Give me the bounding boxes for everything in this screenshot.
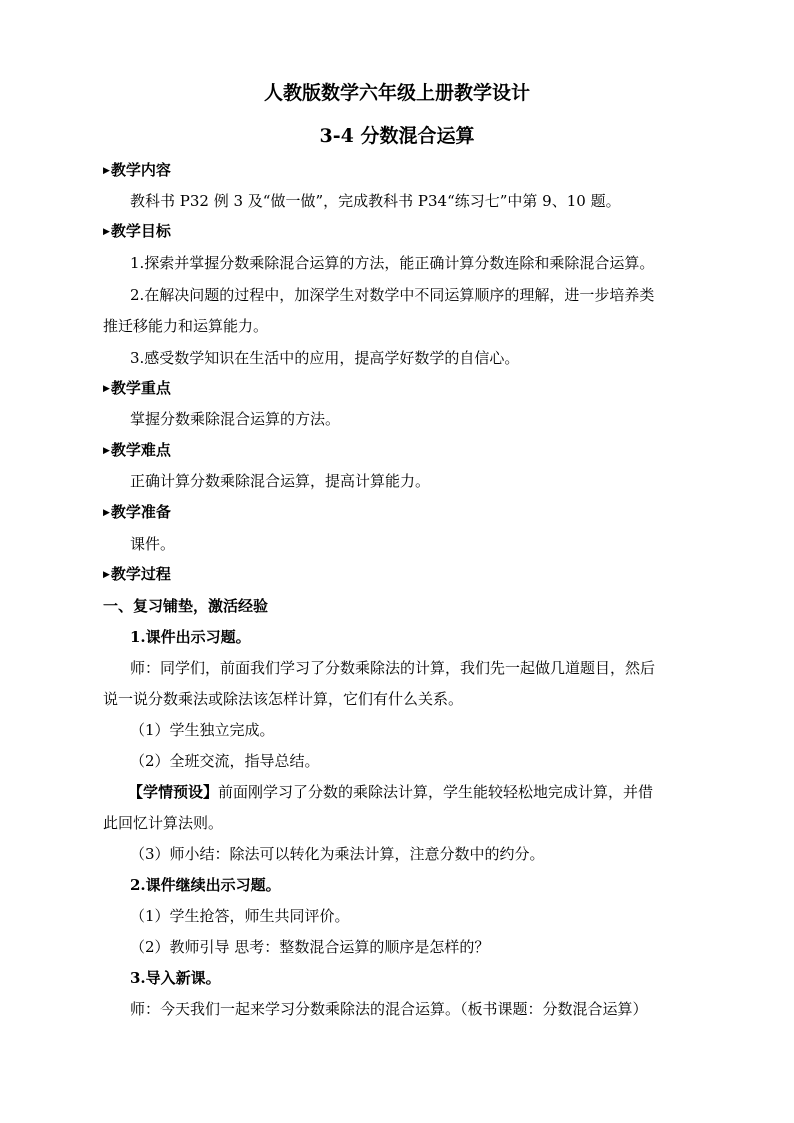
goal-3: 3.感受数学知识在生活中的应用，提高学好数学的自信心。 (130, 349, 520, 367)
section-heading-process (103, 564, 703, 585)
difficulty-text: 正确计算分数乘除混合运算，提高计算能力。 (130, 472, 431, 490)
heading-label: 教学重点 (110, 379, 171, 397)
document-title: 人教版数学六年级上册教学设计 (263, 82, 530, 104)
heading-label: 教学内容 (110, 161, 171, 179)
sub-item-1-3: （3）师小结：除法可以转化为乘法计算，注意分数中的约分。 (130, 845, 545, 863)
heading-label: 教学目标 (110, 222, 171, 240)
triangle-bullet-icon: ▶ (103, 570, 110, 580)
lesson-title: 3-4 分数混合运算 (319, 125, 475, 147)
teacher-line-3: 师：今天我们一起来学习分数乘除法的混合运算。（板书课题：分数混合运算） (130, 1000, 648, 1018)
heading-label: 教学过程 (110, 565, 171, 583)
preset-line-2: 此回忆计算法则。 (103, 814, 224, 832)
preset-text: 前面刚学习了分数的乘除法计算，学生能较轻松地完成计算，并借 (218, 783, 654, 801)
preset-line-1 (128, 782, 698, 802)
content-text: 教科书 P32 例 3 及“做一做”，完成教科书 P34“练习七”中第 9、10 题。 (130, 192, 621, 210)
heading-label: 教学准备 (110, 503, 171, 521)
sub-item-1-1: （1）学生独立完成。 (130, 721, 275, 739)
step-1: 1.课件出示习题。 (130, 628, 251, 646)
sub-item-1-2: （2）全班交流，指导总结。 (130, 752, 320, 770)
section-heading-key (103, 378, 703, 399)
preset-label: 【学情预设】 (128, 783, 219, 801)
teacher-line-2: 说一说分数乘法或除法该怎样计算，它们有什么关系。 (103, 690, 464, 708)
step-3: 3.导入新课。 (130, 969, 221, 987)
sub-item-2-2: （2）教师引导 思考：整数混合运算的顺序是怎样的？ (130, 938, 490, 956)
triangle-bullet-icon: ▶ (103, 446, 110, 456)
triangle-bullet-icon: ▶ (103, 384, 110, 394)
section-heading-goals (103, 221, 703, 242)
teacher-line-1: 师：同学们，前面我们学习了分数乘除法的计算，我们先一起做几道题目，然后 (130, 659, 656, 677)
part-1-title: 一、复习铺垫，激活经验 (103, 597, 269, 615)
goal-2-line-1: 2.在解决问题的过程中，加深学生对数学中不同运算顺序的理解，进一步培养类 (130, 286, 655, 304)
section-heading-content (103, 160, 703, 181)
sub-item-2-1: （1）学生抢答，师生共同评价。 (130, 907, 350, 925)
goal-1: 1.探索并掌握分数乘除混合运算的方法，能正确计算分数连除和乘除混合运算。 (130, 254, 655, 272)
prep-text: 课件。 (130, 535, 176, 553)
section-heading-prep (103, 502, 703, 523)
key-text: 掌握分数乘除混合运算的方法。 (130, 410, 341, 428)
triangle-bullet-icon: ▶ (103, 227, 110, 237)
triangle-bullet-icon: ▶ (103, 166, 110, 176)
step-2: 2.课件继续出示习题。 (130, 876, 281, 894)
goal-2-line-2: 推迁移能力和运算能力。 (103, 317, 269, 335)
section-heading-difficulty (103, 440, 703, 461)
heading-label: 教学难点 (110, 441, 171, 459)
triangle-bullet-icon: ▶ (103, 508, 110, 518)
